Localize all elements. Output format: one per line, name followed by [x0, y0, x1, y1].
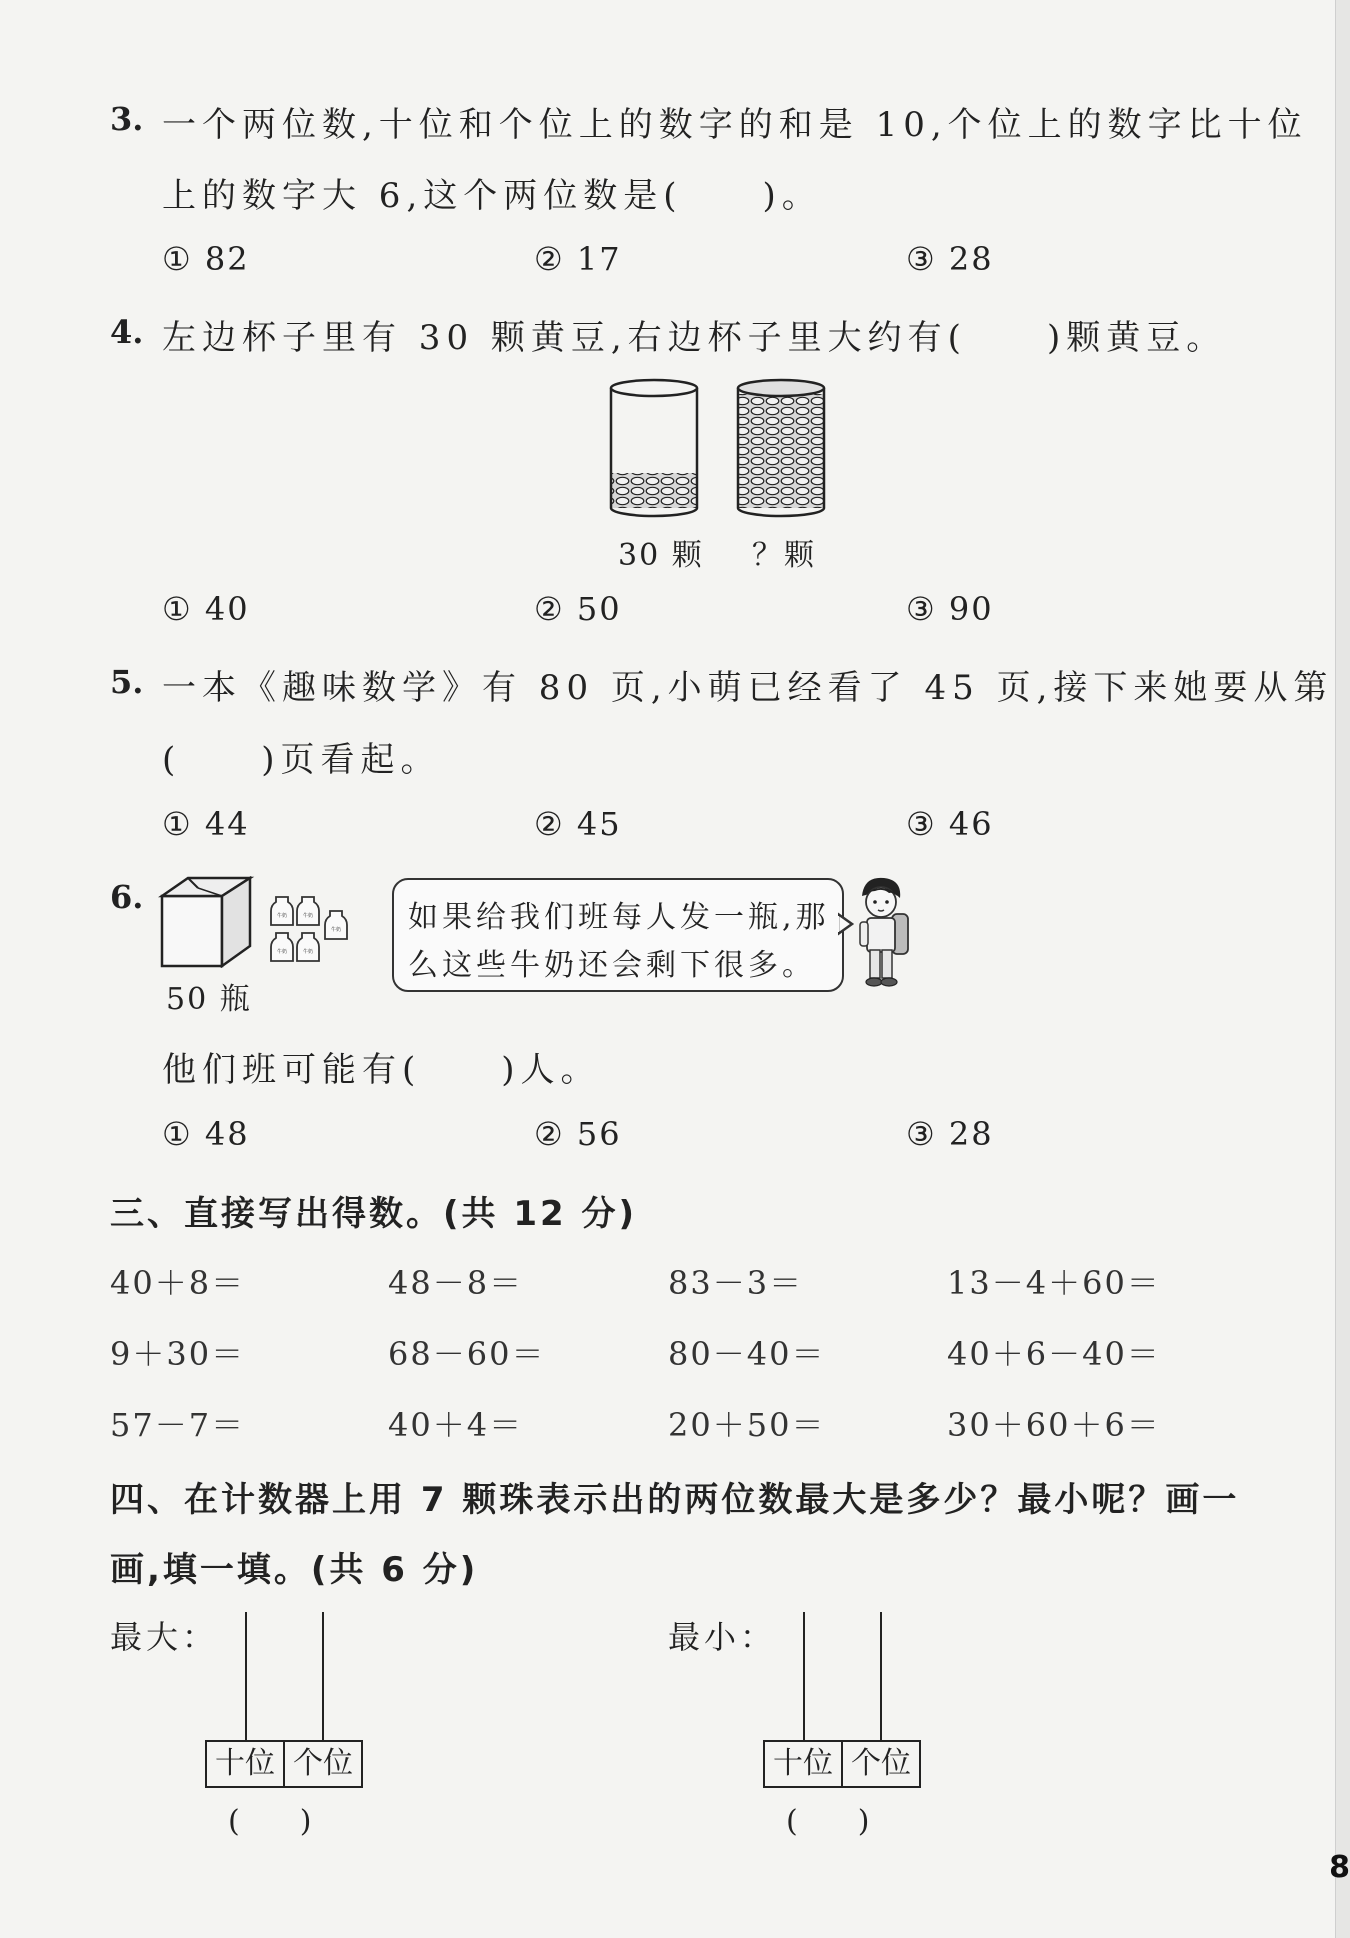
abacus-max-tens-rod[interactable]	[245, 1612, 247, 1740]
speech-line-2: 么这些牛奶还会剩下很多。	[408, 948, 816, 983]
question-3-text-line2: 上的数字大 6,这个两位数是( )。	[162, 176, 822, 216]
calc-item[interactable]: 40＋6－40＝	[947, 1335, 1161, 1373]
page-edge	[1335, 0, 1350, 1938]
right-cup-icon	[738, 380, 824, 516]
ones-label: 个位	[841, 1742, 919, 1786]
right-cup-label: ？颗	[752, 538, 816, 573]
left-cup-label: 30 颗	[618, 538, 704, 573]
question-3-number: 3.	[110, 100, 144, 138]
calc-item[interactable]: 30＋60＋6＝	[947, 1406, 1161, 1444]
speech-bubble	[392, 878, 844, 992]
calc-item[interactable]: 48－8＝	[388, 1264, 524, 1302]
milk-box-icon	[158, 876, 258, 968]
section-4-title-line1: 四、在计数器上用 7 颗珠表示出的两位数最大是多少？最小呢？画一	[110, 1480, 1240, 1520]
question-5-option-2[interactable]: ② 45	[534, 805, 622, 843]
max-label: 最大：	[110, 1618, 219, 1656]
speech-line-1: 如果给我们班每人发一瓶,那	[408, 900, 830, 935]
calc-item[interactable]: 13－4＋60＝	[947, 1264, 1161, 1302]
question-6-text-line1: 他们班可能有( )人。	[162, 1050, 601, 1090]
page-number: 8	[1329, 1850, 1350, 1885]
calc-item[interactable]: 80－40＝	[668, 1335, 826, 1373]
question-6-number: 6.	[110, 878, 144, 916]
section-4-title-line2: 画,填一填。(共 6 分)	[110, 1550, 479, 1590]
abacus-min-answer[interactable]: ( )	[786, 1804, 870, 1839]
svg-text:牛奶: 牛奶	[276, 949, 288, 955]
question-6-option-2[interactable]: ② 56	[534, 1115, 622, 1153]
svg-text:牛奶: 牛奶	[330, 927, 342, 933]
boy-character-icon	[852, 874, 914, 1000]
question-5-text-line1: 一本《趣味数学》有 80 页,小萌已经看了 45 页,接下来她要从第	[162, 668, 1334, 708]
question-6-option-1[interactable]: ① 48	[162, 1115, 250, 1153]
question-4-option-1[interactable]: ① 40	[162, 590, 250, 628]
question-3-option-3[interactable]: ③ 28	[906, 240, 994, 278]
question-6-option-3[interactable]: ③ 28	[906, 1115, 994, 1153]
min-label: 最小：	[668, 1618, 777, 1656]
question-4-option-3[interactable]: ③ 90	[906, 590, 994, 628]
tens-label: 十位	[215, 1746, 275, 1781]
calc-item[interactable]: 83－3＝	[668, 1264, 804, 1302]
abacus-max-place-box	[205, 1740, 363, 1788]
abacus-min-tens-rod[interactable]	[803, 1612, 805, 1740]
calc-item[interactable]: 40＋8＝	[110, 1264, 246, 1302]
svg-text:牛奶: 牛奶	[302, 949, 314, 955]
question-5-option-1[interactable]: ① 44	[162, 805, 250, 843]
bean-cups-illustration	[600, 376, 840, 524]
tens-label: 十位	[773, 1746, 833, 1781]
question-5-option-3[interactable]: ③ 46	[906, 805, 994, 843]
question-4-text-line1: 左边杯子里有 30 颗黄豆,右边杯子里大约有( )颗黄豆。	[162, 318, 1227, 358]
abacus-min-ones-rod[interactable]	[880, 1612, 882, 1740]
calc-item[interactable]: 9＋30＝	[110, 1335, 246, 1373]
question-3-option-2[interactable]: ② 17	[534, 240, 622, 278]
question-5-text-line2: ( )页看起。	[162, 740, 441, 780]
calc-item[interactable]: 57－7＝	[110, 1406, 246, 1444]
calc-item[interactable]: 68－60＝	[388, 1335, 546, 1373]
question-4-option-2[interactable]: ② 50	[534, 590, 622, 628]
milk-bottles-icon	[270, 893, 354, 967]
question-5-number: 5.	[110, 663, 144, 701]
svg-text:牛奶: 牛奶	[302, 913, 314, 919]
section-3-title: 三、直接写出得数。(共 12 分)	[110, 1194, 638, 1234]
question-3-option-1[interactable]: ① 82	[162, 240, 250, 278]
calc-item[interactable]: 20＋50＝	[668, 1406, 826, 1444]
abacus-max-answer[interactable]: ( )	[228, 1804, 312, 1839]
calc-item[interactable]: 40＋4＝	[388, 1406, 524, 1444]
ones-label: 个位	[283, 1742, 361, 1786]
abacus-max-ones-rod[interactable]	[322, 1612, 324, 1740]
milk-box-label: 50 瓶	[166, 982, 252, 1017]
question-4-number: 4.	[110, 313, 144, 351]
left-cup-icon	[611, 380, 697, 516]
question-3-text-line1: 一个两位数,十位和个位上的数字的和是 10,个位上的数字比十位	[162, 105, 1308, 145]
svg-text:牛奶: 牛奶	[276, 913, 288, 919]
abacus-min-place-box	[763, 1740, 921, 1788]
